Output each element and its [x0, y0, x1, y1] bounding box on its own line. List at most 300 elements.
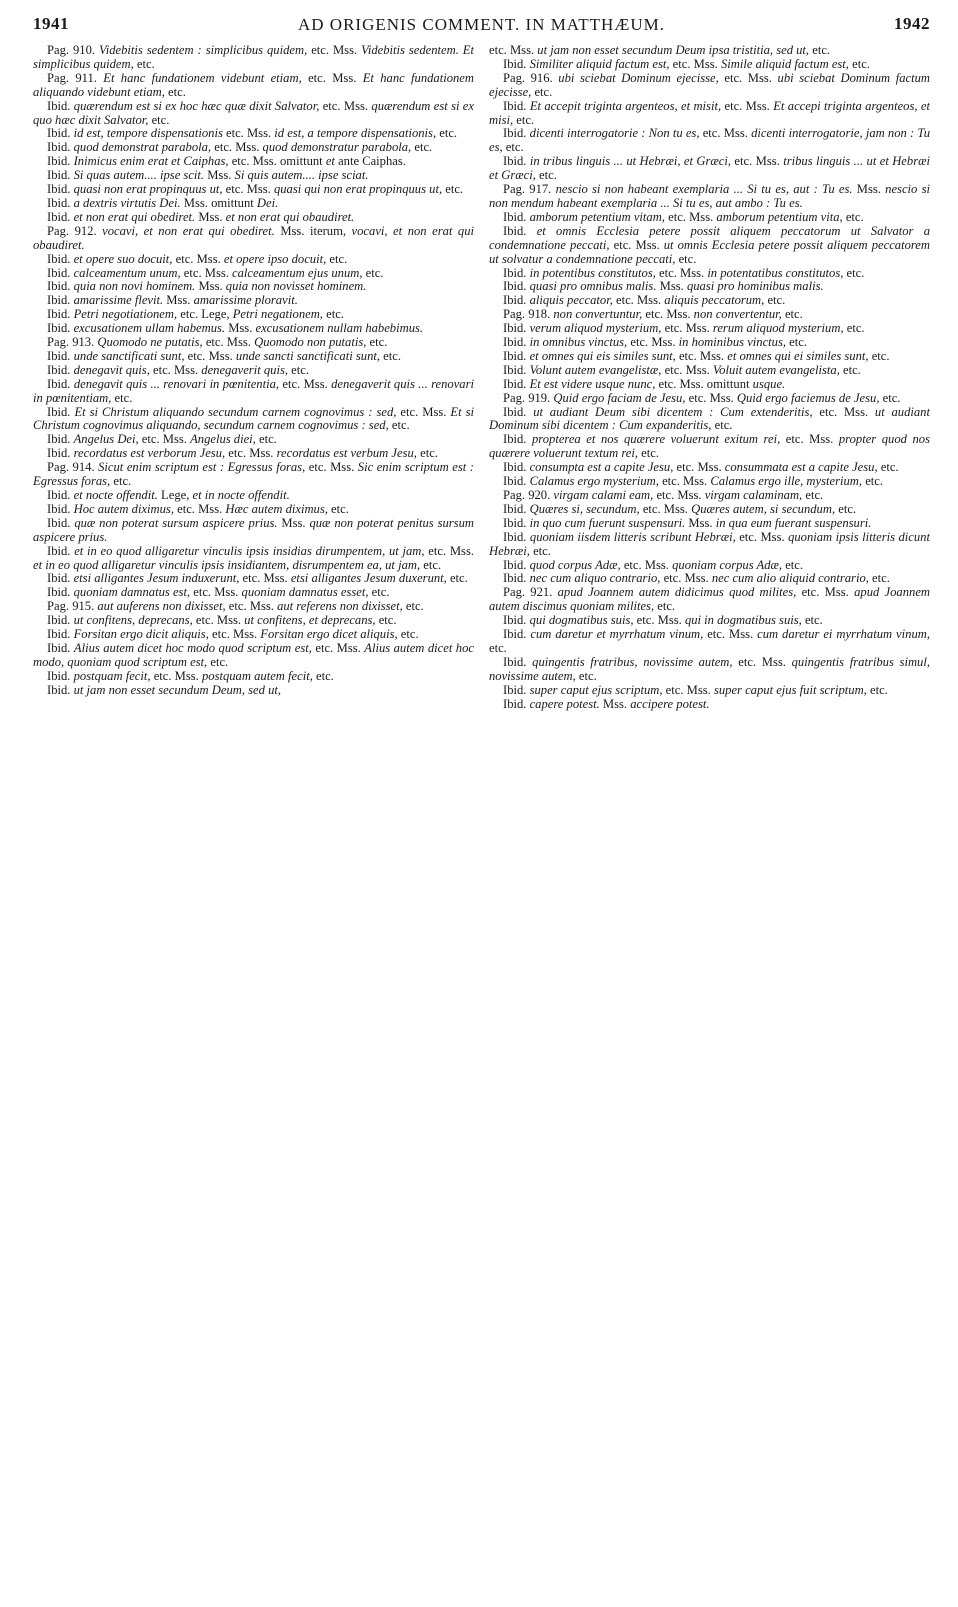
note-tail: etc. — [782, 557, 804, 572]
note-manuscript-reading: quingentis fratribus simul, novissime autem, — [489, 654, 930, 683]
note-manuscript-reading: quia non novisset hominem. — [225, 279, 367, 294]
note-connector: etc. Mss. — [307, 44, 362, 57]
running-title: AD ORIGENIS COMMENT. IN MATTHÆUM. — [297, 15, 665, 34]
note-lemma: nescio si non habeant exemplaria ... Si tu es, aut : Tu es. — [555, 182, 853, 197]
note-entry — [33, 586, 474, 600]
note-connector: Mss. — [852, 182, 886, 197]
note-entry — [489, 656, 930, 684]
note-tail: etc. — [312, 668, 334, 683]
note-connector: Mss. — [225, 321, 256, 336]
note-lemma: Quomodo ne putatis, — [97, 335, 203, 350]
note-tail: etc. — [764, 293, 786, 308]
note-tail: etc. — [866, 682, 888, 697]
note-manuscript-reading: excusationem nullam habebimus. — [255, 321, 424, 336]
note-lemma: quoniam damnatus est, — [73, 585, 191, 600]
note-tail: etc. — [802, 488, 824, 502]
note-tail: etc. — [842, 209, 864, 224]
note-connector: etc. Mss. — [655, 265, 708, 280]
note-lemma: postquam fecit, — [73, 668, 151, 683]
note-lemma: excusationem ullam habemus. — [73, 321, 226, 336]
note-tail: etc. — [133, 56, 155, 71]
note-reference: Ibid. — [47, 640, 74, 655]
note-connector: etc. Mss. — [661, 362, 713, 377]
note-connector: Mss. — [656, 279, 687, 294]
note-lemma: Similiter aliquid factum est, — [529, 56, 670, 71]
note-lemma: et nocte offendit. — [73, 488, 158, 502]
note-manuscript-reading: virgam calaminam, — [704, 488, 803, 502]
note-reference: Ibid. — [47, 432, 74, 447]
note-manuscript-reading: accipere potest. — [630, 696, 710, 711]
note-connector: Mss. — [599, 696, 631, 711]
note-lemma: consumpta est a capite Jesu, — [529, 460, 674, 475]
note-manuscript-reading: denegaverit quis, — [201, 362, 289, 377]
note-entry — [489, 628, 930, 656]
note-connector: Mss. iterum, — [274, 223, 352, 238]
note-tail: etc. — [111, 390, 133, 405]
note-connector: etc. Mss. — [675, 348, 728, 363]
note-lemma: amborum petentium vitam, — [529, 209, 665, 224]
note-reference: Pag. 914. — [47, 460, 99, 475]
note-entry — [33, 517, 474, 545]
note-connector: etc. Mss. — [149, 362, 202, 377]
note-entry — [33, 447, 474, 461]
note-reference: Ibid. — [503, 460, 530, 475]
note-lemma: ubi sciebat Dominum ejecisse, — [558, 70, 719, 85]
note-lemma: aut auferens non dixisset, — [97, 599, 226, 614]
note-connector: etc. Mss. — [150, 668, 202, 683]
note-lemma: calceamentum unum, — [73, 265, 181, 280]
note-reference: Ibid. — [47, 195, 74, 210]
note-entry — [489, 364, 930, 378]
note-reference: Ibid. — [503, 682, 530, 697]
note-manuscript-reading: ubi sciebat Dominum factum ejecisse, — [489, 70, 930, 99]
note-lemma: Forsitan ergo dicit aliquis, — [73, 627, 209, 642]
note-connector: etc. Mss. — [279, 376, 332, 391]
note-connector: etc. Mss. — [660, 571, 712, 586]
note-reference: Pag. 916. — [503, 70, 559, 85]
note-lemma: ut audiant Deum sibi dicentem : Cum extenderitis, — [533, 404, 813, 419]
note-tail: etc. — [288, 362, 309, 377]
note-connector: etc. Mss. — [642, 307, 694, 322]
note-tail: etc. — [255, 432, 277, 447]
note-connector: etc. Mss. — [633, 613, 685, 628]
note-reference: Ibid. — [47, 98, 74, 113]
note-tail: etc. — [801, 613, 823, 628]
note-entry — [33, 461, 474, 489]
note-lemma: Quid ergo faciam de Jesu, — [553, 390, 686, 405]
note-reference: Ibid. — [503, 529, 530, 544]
note-lemma: Et si Christum aliquando secundum carnem cognovimus : sed, — [74, 404, 397, 419]
left-column — [33, 44, 474, 1594]
note-connector: etc. Mss. — [731, 154, 784, 169]
note-manuscript-reading: id est, a tempore dispensationis, — [274, 126, 437, 141]
note-manuscript-reading: Calamus ergo ille, mysterium, — [710, 474, 863, 489]
note-manuscript-reading: Videbitis sedentem. Et simplicibus quidem, — [33, 44, 474, 71]
note-tail: etc. — [868, 348, 890, 363]
note-connector: etc. Mss. omittunt — [655, 376, 753, 391]
note-manuscript-reading: denegaverit quis ... renovari in pœnitentiam, — [33, 376, 474, 405]
note-reference: Ibid. — [503, 571, 530, 586]
note-lemma: nec cum aliquo contrario, — [529, 571, 661, 586]
note-entry — [489, 350, 930, 364]
note-connector: etc. Lege, — [177, 307, 233, 322]
note-tail: etc. — [362, 265, 384, 280]
note-reference: Ibid. — [47, 543, 75, 558]
note-entry — [489, 378, 930, 392]
note-connector: etc. Mss. — [653, 488, 705, 502]
note-entry — [33, 489, 474, 503]
note-connector: etc. Mss. — [172, 251, 224, 266]
note-entry — [33, 406, 474, 434]
note-reference: Pag. 919. — [503, 390, 554, 405]
note-connector: etc. Mss. — [669, 56, 721, 71]
note-entry — [489, 44, 930, 58]
note-connector: etc. Mss. — [627, 335, 679, 350]
note-manuscript-reading: et omnes qui ei similes sunt, — [727, 348, 869, 363]
note-reference: Ibid. — [47, 348, 74, 363]
note-lemma: capere potest. — [529, 696, 600, 711]
note-entry — [33, 183, 474, 197]
note-manuscript-reading: tribus linguis ... ut et Hebræi et Græci, — [489, 154, 930, 183]
note-lemma: Quæres si, secundum, — [529, 501, 640, 516]
note-connector: Mss. — [195, 279, 226, 294]
note-connector: etc. Mss. — [685, 390, 737, 405]
note-manuscript-reading: Dei. — [256, 195, 279, 210]
note-lemma: quod corpus Adæ, — [529, 557, 621, 572]
note-manuscript-reading: Sic enim scriptum est : Egressus foras, — [33, 460, 474, 489]
note-manuscript-reading: Alius autem dicet hoc modo, quoniam quod scriptum est, — [33, 640, 474, 669]
note-entry — [33, 294, 474, 308]
note-connector: Mss. — [685, 515, 716, 530]
note-reference: Ibid. — [47, 627, 74, 642]
note-entry — [33, 308, 474, 322]
note-lemma: et non erat qui obediret. — [73, 209, 196, 224]
note-reference: Ibid. — [503, 474, 530, 489]
note-entry — [489, 322, 930, 336]
note-manuscript-reading: Voluit autem evangelista, — [712, 362, 840, 377]
note-connector: Lege, — [157, 488, 193, 502]
note-tail: etc. — [322, 307, 344, 322]
note-connector: etc. Mss. — [190, 585, 242, 600]
note-connector: etc. Mss. — [718, 70, 778, 85]
note-manuscript-reading: rerum aliquod mysterium, — [712, 321, 844, 336]
note-lemma: etsi alligantes Jesum induxerunt, — [73, 571, 240, 586]
running-head — [33, 14, 930, 40]
note-reference: Ibid. — [503, 335, 530, 350]
note-tail: etc. — [862, 474, 884, 489]
note-reference: Pag. 912. — [47, 223, 103, 238]
note-reference: Ibid. — [47, 168, 74, 183]
note-reference: Ibid. — [503, 613, 530, 628]
note-reference: Ibid. — [503, 98, 530, 113]
note-entry — [33, 267, 474, 281]
note-lemma: Sicut enim scriptum est : Egressus foras, — [98, 460, 306, 475]
note-tail: etc. — [110, 474, 132, 489]
note-tail: etc. — [327, 501, 349, 516]
note-reference: Ibid. — [47, 293, 74, 308]
note-lemma: cum daretur et myrrhatum vinum, — [530, 627, 704, 642]
note-connector: etc. Mss. — [620, 557, 673, 572]
note-lemma: vocavi, et non erat qui obediret. — [102, 223, 275, 238]
note-entry — [33, 503, 474, 517]
note-manuscript-reading: Et accepi triginta argenteos, et misi, — [489, 98, 930, 127]
note-tail: etc. — [529, 543, 551, 558]
note-manuscript-reading: qui in dogmatibus suis, — [684, 613, 802, 628]
note-tail: etc. — [654, 599, 676, 614]
note-connector: etc. Mss. — [699, 126, 752, 141]
note-entry — [33, 642, 474, 670]
note-lemma: Hoc autem diximus, — [73, 501, 174, 516]
note-reference: Ibid. — [47, 585, 74, 600]
note-connector: etc. Mss. — [721, 98, 774, 113]
note-connector: etc. Mss. — [662, 682, 714, 697]
note-manuscript-reading: Quæres autem, si secundum, — [691, 501, 836, 516]
note-reference: Ibid. — [47, 154, 74, 169]
note-entry — [489, 392, 930, 406]
note-lemma: ut jam non esset secundum Deum, sed ut, — [73, 682, 282, 697]
note-reference: Pag. 915. — [47, 599, 98, 614]
note-tail: etc. — [416, 446, 438, 461]
note-manuscript-reading: quoniam damnatus esset, — [241, 585, 369, 600]
note-entry — [33, 614, 474, 628]
note-entry — [489, 406, 930, 434]
note-tail: etc. — [375, 613, 397, 628]
note-manuscript-reading: apud Joannem autem discimus quoniam milites, — [489, 585, 930, 614]
note-manuscript-reading: et in eo quod alligaretur vinculis ipsis insidiantem, disrumpentem ea, ut jam, — [33, 557, 421, 572]
note-connector: etc. Mss. — [609, 237, 664, 252]
note-tail: ante Caiphas. — [334, 154, 406, 169]
note-tail: etc. — [489, 640, 507, 655]
note-reference: Ibid. — [47, 307, 74, 322]
note-entry — [489, 72, 930, 100]
note-reference: Ibid. — [503, 279, 530, 294]
note-manuscript-reading: Petri negationem, — [232, 307, 323, 322]
note-entry — [33, 684, 474, 698]
note-tail: etc. — [809, 44, 831, 57]
note-connector: etc. Mss. — [239, 571, 291, 586]
note-reference: Ibid. — [503, 404, 534, 419]
note-tail: etc. — [711, 418, 733, 433]
note-entry — [489, 559, 930, 573]
note-connector: etc. Mss. — [812, 404, 875, 419]
note-manuscript-reading: quæ non poterat penitus sursum aspicere prius. — [33, 515, 474, 544]
note-entry — [33, 197, 474, 211]
note-entry — [489, 698, 930, 712]
note-connector: etc. Mss. — [301, 70, 363, 85]
note-manuscript-reading: amarissime ploravit. — [193, 293, 298, 308]
note-reference: Ibid. — [47, 209, 74, 224]
note-reference: Ibid. — [503, 515, 530, 530]
note-manuscript-reading: consummata est a capite Jesu, — [724, 460, 878, 475]
note-connector: etc. Mss. omittunt — [228, 154, 326, 169]
note-reference: Ibid. — [503, 265, 530, 280]
note-lemma: Calamus ergo mysterium, — [529, 474, 659, 489]
note-connector: etc. Mss. — [305, 460, 358, 475]
note-manuscript-reading: calceamentum ejus unum, — [232, 265, 363, 280]
note-manuscript-reading: in qua eum fuerant suspensuri. — [715, 515, 872, 530]
note-entry — [489, 461, 930, 475]
note-connector: etc. Mss. — [396, 404, 451, 419]
note-manuscript-reading: recordatus est verbum Jesu, — [276, 446, 417, 461]
note-lemma: non convertuntur, — [553, 307, 643, 322]
note-tail: etc. — [411, 140, 433, 155]
note-entry — [489, 58, 930, 72]
note-entry — [33, 155, 474, 169]
note-tail: etc. — [848, 56, 870, 71]
note-connector: etc. Mss. — [311, 640, 365, 655]
note-tail: etc. — [843, 321, 865, 336]
note-entry — [489, 100, 930, 128]
note-manuscript-reading: amborum petentium vita, — [716, 209, 843, 224]
note-reference: Pag. 921. — [503, 585, 558, 600]
note-manuscript-reading: vocavi, et non erat qui obaudiret. — [33, 223, 474, 252]
note-tail: etc. — [877, 460, 899, 475]
note-tail: etc. — [366, 335, 388, 350]
note-lemma: recordatus est verborum Jesu, — [73, 446, 226, 461]
note-connector: etc. Mss. — [138, 432, 191, 447]
note-lemma: aliquis peccator, — [529, 293, 613, 308]
note-lemma: Videbitis sedentem : simplicibus quidem, — [98, 44, 308, 57]
note-tail: etc. — [575, 668, 597, 683]
note-lemma: quingentis fratribus, novissime autem, — [532, 654, 733, 669]
note-reference: Ibid. — [503, 321, 530, 336]
note-tail: etc. — [781, 307, 803, 322]
note-manuscript-reading: cum daretur ei myrrhatum vinum, — [757, 627, 930, 642]
note-connector: Mss. — [163, 293, 194, 308]
note-tail: etc. — [843, 265, 865, 280]
note-tail: etc. — [868, 571, 890, 586]
note-entry — [33, 253, 474, 267]
note-reference: Ibid. — [47, 251, 74, 266]
note-entry — [33, 280, 474, 294]
note-lemma: in omnibus vinctus, — [529, 335, 628, 350]
note-entry — [489, 572, 930, 586]
note-reference: Ibid. — [503, 209, 530, 224]
note-lemma: denegavit quis ... renovari in pœnitentia, — [73, 376, 280, 391]
note-manuscript-reading: nescio si non mendum habeant exemplaria ... Si tu es, aut ambo : Tu es. — [489, 182, 930, 210]
note-connector: Mss. — [204, 168, 235, 183]
note-lemma: dicenti interrogatorie : Non tu es, — [529, 126, 700, 141]
note-reference: Ibid. — [503, 293, 530, 308]
note-entry — [33, 127, 474, 141]
note-reference: Ibid. — [47, 362, 74, 377]
note-lemma: et omnes qui eis similes sunt, — [529, 348, 676, 363]
note-entry — [489, 225, 930, 267]
note-reference: Ibid. — [47, 571, 74, 586]
note-lemma: et opere suo docuit, — [73, 251, 173, 266]
note-reference: Ibid. — [47, 265, 74, 280]
note-reference: Ibid. — [503, 154, 530, 169]
note-tail: etc. — [326, 251, 348, 266]
note-lemma: Petri negotiationem, — [73, 307, 178, 322]
note-entry — [489, 183, 930, 211]
note-reference: Ibid. — [47, 613, 74, 628]
note-connector: etc. Mss. — [735, 529, 789, 544]
note-tail: etc. — [786, 335, 808, 350]
note-reference: Ibid. — [503, 223, 537, 238]
note-reference: Pag. 911. — [47, 70, 104, 85]
note-connector: etc. Mss. — [661, 321, 713, 336]
note-lemma: Alius autem dicet hoc modo quod scriptum est, — [73, 640, 312, 655]
note-connector: etc. Mss. — [639, 501, 692, 516]
note-entry — [33, 670, 474, 684]
note-manuscript-reading: usque. — [752, 376, 786, 391]
note-entry — [33, 545, 474, 573]
note-manuscript-reading: et in nocte offendit. — [192, 488, 290, 502]
note-tail: etc. — [879, 390, 901, 405]
note-entry — [33, 336, 474, 350]
note-entry — [489, 614, 930, 628]
note-connector: etc. Mss. — [612, 293, 665, 308]
note-tail: etc. — [638, 446, 659, 461]
note-entry — [489, 489, 930, 503]
note-lemma: super caput ejus scriptum, — [529, 682, 663, 697]
note-tail: etc. — [388, 418, 410, 433]
note-lemma: id est, tempore dispensationis — [73, 126, 223, 141]
note-connector: etc. Mss. — [225, 446, 277, 461]
note-manuscript-reading: nec cum alio aliquid contrario, — [711, 571, 869, 586]
note-tail: etc. — [164, 84, 186, 99]
note-entry — [489, 294, 930, 308]
note-manuscript-reading: Angelus diei, — [190, 432, 256, 447]
note-lemma: quoniam iisdem litteris scribunt Hebræi, — [529, 529, 736, 544]
note-manuscript-reading: quoniam corpus Adæ, — [672, 557, 783, 572]
note-reference: Pag. 913. — [47, 335, 98, 350]
note-manuscript-reading: in potentatibus constitutos, — [707, 265, 844, 280]
note-manuscript-reading: ut jam non esset secundum Deum ipsa tristitia, sed ut, — [537, 44, 810, 57]
note-connector: etc. Mss. — [180, 265, 233, 280]
note-reference: Ibid. — [503, 557, 530, 572]
note-reference: Ibid. — [503, 654, 533, 669]
note-entry — [489, 475, 930, 489]
note-reference: Ibid. — [503, 348, 530, 363]
note-lemma: apud Joannem autem didicimus quod milites, — [557, 585, 797, 600]
note-manuscript-reading: super caput ejus fuit scriptum, — [713, 682, 867, 697]
note-manuscript-reading: Quid ergo faciemus de Jesu, — [736, 390, 880, 405]
note-entry — [33, 600, 474, 614]
note-tail: etc. — [380, 348, 402, 363]
note-reference: Ibid. — [47, 488, 74, 502]
note-reference: Ibid. — [47, 668, 74, 683]
note-lemma: amarissime flevit. — [73, 293, 164, 308]
note-connector: etc. Mss. — [192, 613, 245, 628]
note-lemma: quasi non erat propinquus ut, — [73, 182, 223, 197]
note-connector: etc. Mss. — [732, 654, 792, 669]
note-manuscript-reading: et non erat qui obaudiret. — [225, 209, 355, 224]
note-lemma: a dextris virtutis Dei. — [73, 195, 181, 210]
note-lemma: in quo cum fuerunt suspensuri. — [529, 515, 686, 530]
note-manuscript-reading: in hominibus vinctus, — [678, 335, 787, 350]
note-reference: Pag. 918. — [503, 307, 554, 322]
note-entry — [33, 72, 474, 100]
note-entry — [33, 350, 474, 364]
note-manuscript-reading: Et si Christum cognovimus aliquando, secundum carnem cognovimus : sed, — [33, 404, 474, 433]
note-reference: Ibid. — [503, 126, 530, 141]
note-lemma: Angelus Dei, — [73, 432, 139, 447]
note-tail: etc. — [207, 654, 229, 669]
note-reference: Ibid. — [47, 501, 74, 516]
note-connector: etc. Mss. — [424, 543, 474, 558]
note-lemma: denegavit quis, — [73, 362, 150, 377]
note-entry — [33, 364, 474, 378]
note-lemma: qui dogmatibus suis, — [529, 613, 634, 628]
note-connector: Mss. omittunt — [180, 195, 257, 210]
note-reference: Ibid. — [503, 376, 530, 391]
note-entry — [33, 100, 474, 128]
note-manuscript-reading: non convertentur, — [693, 307, 782, 322]
note-manuscript-reading: Hæc autem diximus, — [225, 501, 328, 516]
note-tail: etc. — [446, 571, 468, 586]
